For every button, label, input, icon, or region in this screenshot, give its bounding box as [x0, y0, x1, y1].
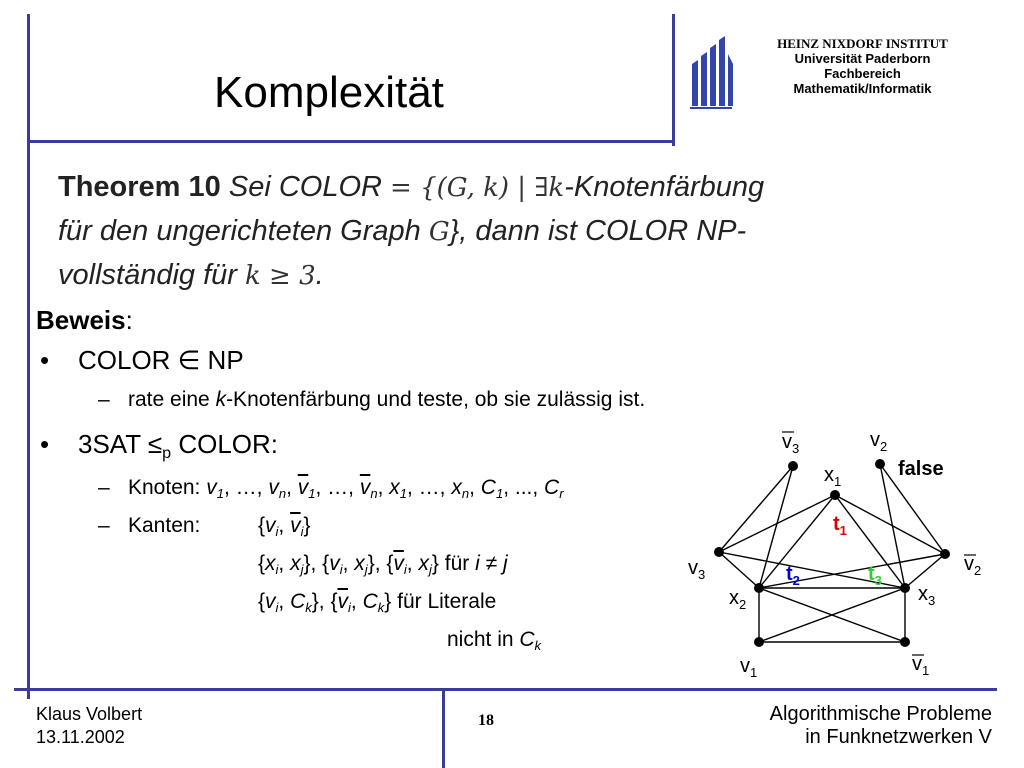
label-v3-bar: $v_3$	[782, 431, 800, 456]
frame-header-divider	[672, 14, 675, 146]
kanten-line4: nicht in $C_k$	[447, 628, 542, 654]
knoten-text: Knoten: $v_1$, …, $v_n$, $\overline{v}_1$, …, $\overline{v}_n$, $x_1$, …, $x_n$, $C_1$, ..., $C_r$	[128, 476, 564, 502]
kanten-line2: {$x_i$, $x_j$}, {$v_i$, $x_j$}, {$\overline{v}_i$, $x_j$} für i ≠ j	[258, 552, 508, 578]
kanten-line3: {$v_i$, $C_k$}, {$\overline{v}_i$, $C_k$} für Literale	[258, 590, 497, 616]
proof-heading-line	[36, 304, 133, 344]
institute-line3: Fachbereich	[824, 66, 901, 81]
theorem-suffix1: -Knotenfärbung	[564, 171, 765, 203]
kanten-label: Kanten:	[128, 514, 201, 537]
footer-course-block	[770, 703, 992, 749]
theorem-line2-prefix: für den ungerichteten Graph	[58, 215, 421, 247]
bullet-dot: •	[40, 345, 50, 375]
frame-header-line	[30, 140, 672, 143]
bullet-3sat	[36, 428, 279, 472]
bullet2-b: COLOR:	[171, 429, 279, 459]
theorem-line2-suffix: }, dann ist COLOR NP-	[449, 215, 747, 247]
label-t3: $t_3$	[868, 563, 882, 588]
edge	[719, 466, 793, 552]
frame-footer-divider	[442, 688, 445, 768]
node-v2	[875, 459, 885, 469]
label-t1: $t_1$	[833, 513, 847, 538]
graph-nodes	[714, 459, 950, 647]
theorem-line2	[58, 210, 764, 254]
node-v3	[714, 547, 724, 557]
institute-line2: Universität Paderborn	[794, 51, 931, 66]
label-x2: $x_2$	[729, 587, 747, 612]
sub-bullet-rate	[36, 384, 646, 428]
label-x1: $x_1$	[824, 464, 842, 489]
kanten-line1: {$v_i$, $\overline{v}_i$}	[258, 514, 311, 540]
bullet-color-np	[36, 344, 244, 384]
page-number: 18	[478, 712, 494, 729]
sub-bullet-rate-text	[128, 384, 645, 416]
theorem-line3	[58, 254, 764, 298]
institute-name	[740, 36, 985, 96]
label-v1-bar: $v_1$	[912, 653, 930, 678]
institute-line1: HEINZ NIXDORF INSTITUT	[777, 36, 948, 51]
sub1-pre: rate eine	[128, 388, 216, 411]
bullet2-a: 3SAT ≤	[78, 429, 163, 459]
node-v2-bar	[940, 549, 950, 559]
sub-bullet-dash: –	[98, 476, 110, 499]
edge	[719, 552, 759, 588]
footer-date: 13.11.2002	[36, 727, 125, 747]
bullet-3sat-text	[78, 428, 278, 469]
graph-edges	[719, 464, 945, 642]
sub1-k: k	[215, 388, 227, 411]
theorem-label: Theorem 10	[58, 171, 221, 203]
theorem-block	[58, 166, 764, 298]
theorem-graph-g: G	[428, 217, 450, 247]
node-v1	[754, 637, 764, 647]
label-v1: $v_1$	[740, 655, 758, 680]
label-v3: $v_3$	[688, 557, 706, 582]
sub-bullet-kanten	[36, 510, 542, 654]
kanten-fuer: für	[444, 552, 476, 576]
theorem-sei: Sei COLOR	[228, 171, 382, 203]
kanten-lines	[258, 510, 541, 663]
frame-left-line	[27, 14, 30, 699]
proof-heading-colon: :	[125, 305, 133, 335]
sub-bullet-knoten	[36, 472, 564, 510]
sub1-post: -Knotenfärbung und teste, ob sie zulässig ist.	[226, 388, 646, 411]
reduction-graph	[680, 425, 1020, 685]
proof-block	[36, 304, 646, 654]
node-t3	[900, 583, 910, 593]
theorem-set: = {(G, k) | ∃k	[390, 173, 565, 203]
frame-footer-line	[14, 688, 997, 691]
label-x3: $x_3$	[918, 583, 936, 608]
knoten-label: Knoten:	[128, 476, 207, 499]
theorem-line1	[58, 166, 764, 210]
label-v2: $v_2$	[870, 429, 888, 454]
footer-author-block	[36, 703, 142, 749]
edge	[835, 495, 945, 554]
theorem-period: .	[315, 259, 324, 291]
label-v2-bar: $v_2$	[964, 553, 982, 578]
institute-line4: Mathematik/Informatik	[793, 81, 932, 96]
node-v1-bar	[900, 637, 910, 647]
proof-heading: Beweis	[36, 305, 126, 335]
footer-course-line1: Algorithmische Probleme	[769, 703, 992, 725]
footer-course-line2: in Funknetzwerken V	[805, 726, 992, 748]
edge	[719, 495, 835, 552]
institute-logo-icon	[688, 34, 734, 110]
bullet-dot: •	[40, 429, 50, 459]
bullet2-p: p	[162, 444, 172, 463]
theorem-condition: k ≥ 3	[245, 261, 316, 291]
kanten-fuer-literale: für Literale	[397, 590, 497, 614]
sub-bullet-dash: –	[98, 388, 110, 411]
footer-author: Klaus Volbert	[36, 704, 143, 724]
slide-title: Komplexität	[214, 68, 444, 117]
label-false: false	[898, 458, 944, 480]
node-v3-bar	[788, 461, 798, 471]
bullet-color-np-text: COLOR ∈ NP	[78, 345, 244, 375]
label-t2: $t_2$	[786, 563, 800, 588]
sub-bullet-dash: –	[98, 514, 110, 537]
node-t2	[754, 583, 764, 593]
theorem-line3-prefix: vollständig für	[58, 259, 237, 291]
kanten-nicht-in: nicht in	[447, 628, 520, 652]
node-t1	[830, 490, 840, 500]
